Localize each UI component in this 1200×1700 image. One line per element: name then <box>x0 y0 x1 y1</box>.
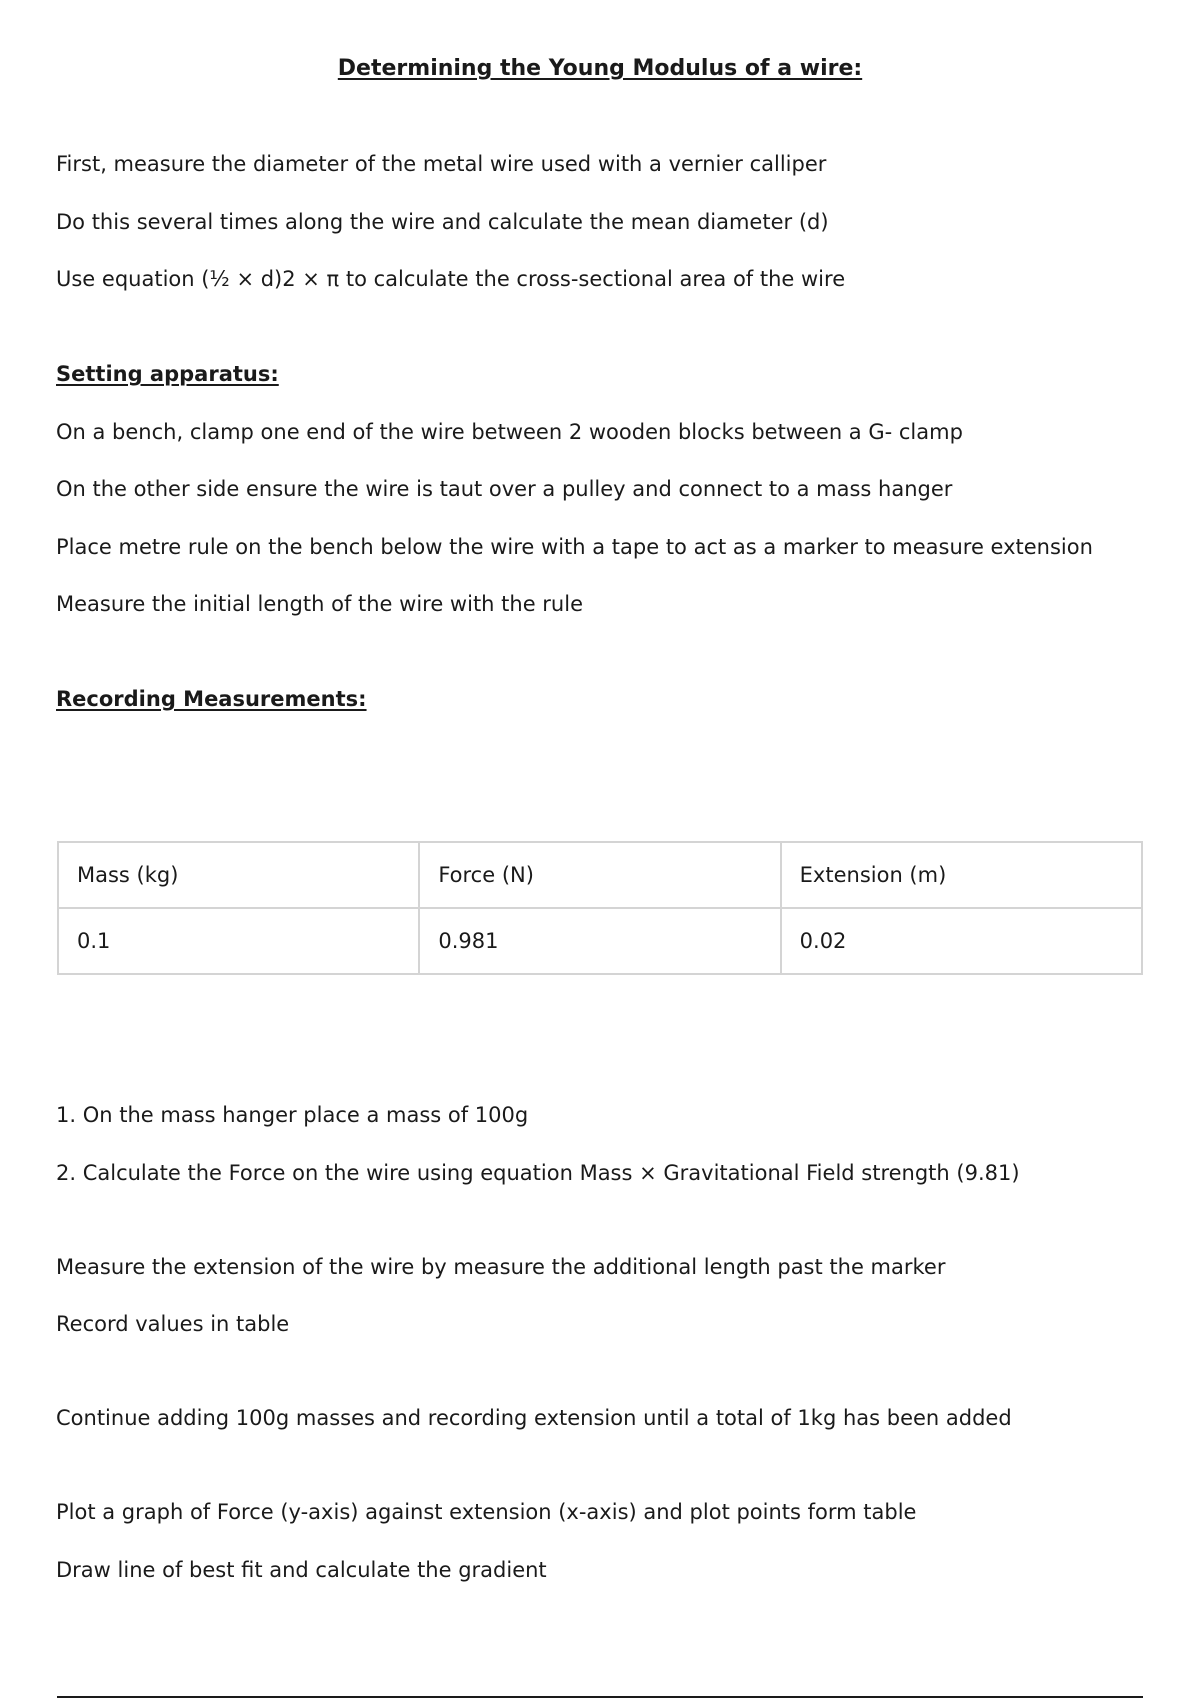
step-1: 1. On the mass hanger place a mass of 100g <box>56 1103 529 1127</box>
table-cell: 0.1 <box>58 908 419 974</box>
intro-line-1: First, measure the diameter of the metal wire used with a vernier calliper <box>56 152 827 176</box>
table-header-cell: Force (N) <box>419 842 780 908</box>
measurements-table <box>57 841 1143 975</box>
setting-line-1: On a bench, clamp one end of the wire between 2 wooden blocks between a G- clamp <box>56 420 963 444</box>
recording-line-2: Record values in table <box>56 1312 290 1336</box>
recording-line-3: Continue adding 100g masses and recording extension until a total of 1kg has been added <box>56 1406 1012 1430</box>
table-row <box>58 908 1142 974</box>
setting-line-3: Place metre rule on the bench below the wire with a tape to act as a marker to measure extension <box>56 535 1093 559</box>
table-header-row <box>58 842 1142 908</box>
page-title: Determining the Young Modulus of a wire: <box>337 56 863 81</box>
recording-line-5: Draw line of best fit and calculate the gradient <box>56 1558 547 1582</box>
table-cell: 0.02 <box>781 908 1142 974</box>
setting-line-4: Measure the initial length of the wire with the rule <box>56 592 583 616</box>
bottom-divider <box>57 1696 1143 1698</box>
table-cell: 0.981 <box>419 908 780 974</box>
intro-line-2: Do this several times along the wire and calculate the mean diameter (d) <box>56 210 829 234</box>
intro-line-3: Use equation (½ × d)2 × π to calculate the cross-sectional area of the wire <box>56 267 846 291</box>
recording-measurements-heading: Recording Measurements: <box>56 687 367 711</box>
setting-line-2: On the other side ensure the wire is taut over a pulley and connect to a mass hanger <box>56 477 953 501</box>
table-header-cell: Mass (kg) <box>58 842 419 908</box>
setting-apparatus-heading: Setting apparatus: <box>56 362 279 386</box>
step-2: 2. Calculate the Force on the wire using equation Mass × Gravitational Field strength (9.81) <box>56 1161 1020 1185</box>
recording-line-1: Measure the extension of the wire by measure the additional length past the marker <box>56 1255 946 1279</box>
table-header-cell: Extension (m) <box>781 842 1142 908</box>
recording-line-4: Plot a graph of Force (y-axis) against extension (x-axis) and plot points form table <box>56 1500 917 1524</box>
